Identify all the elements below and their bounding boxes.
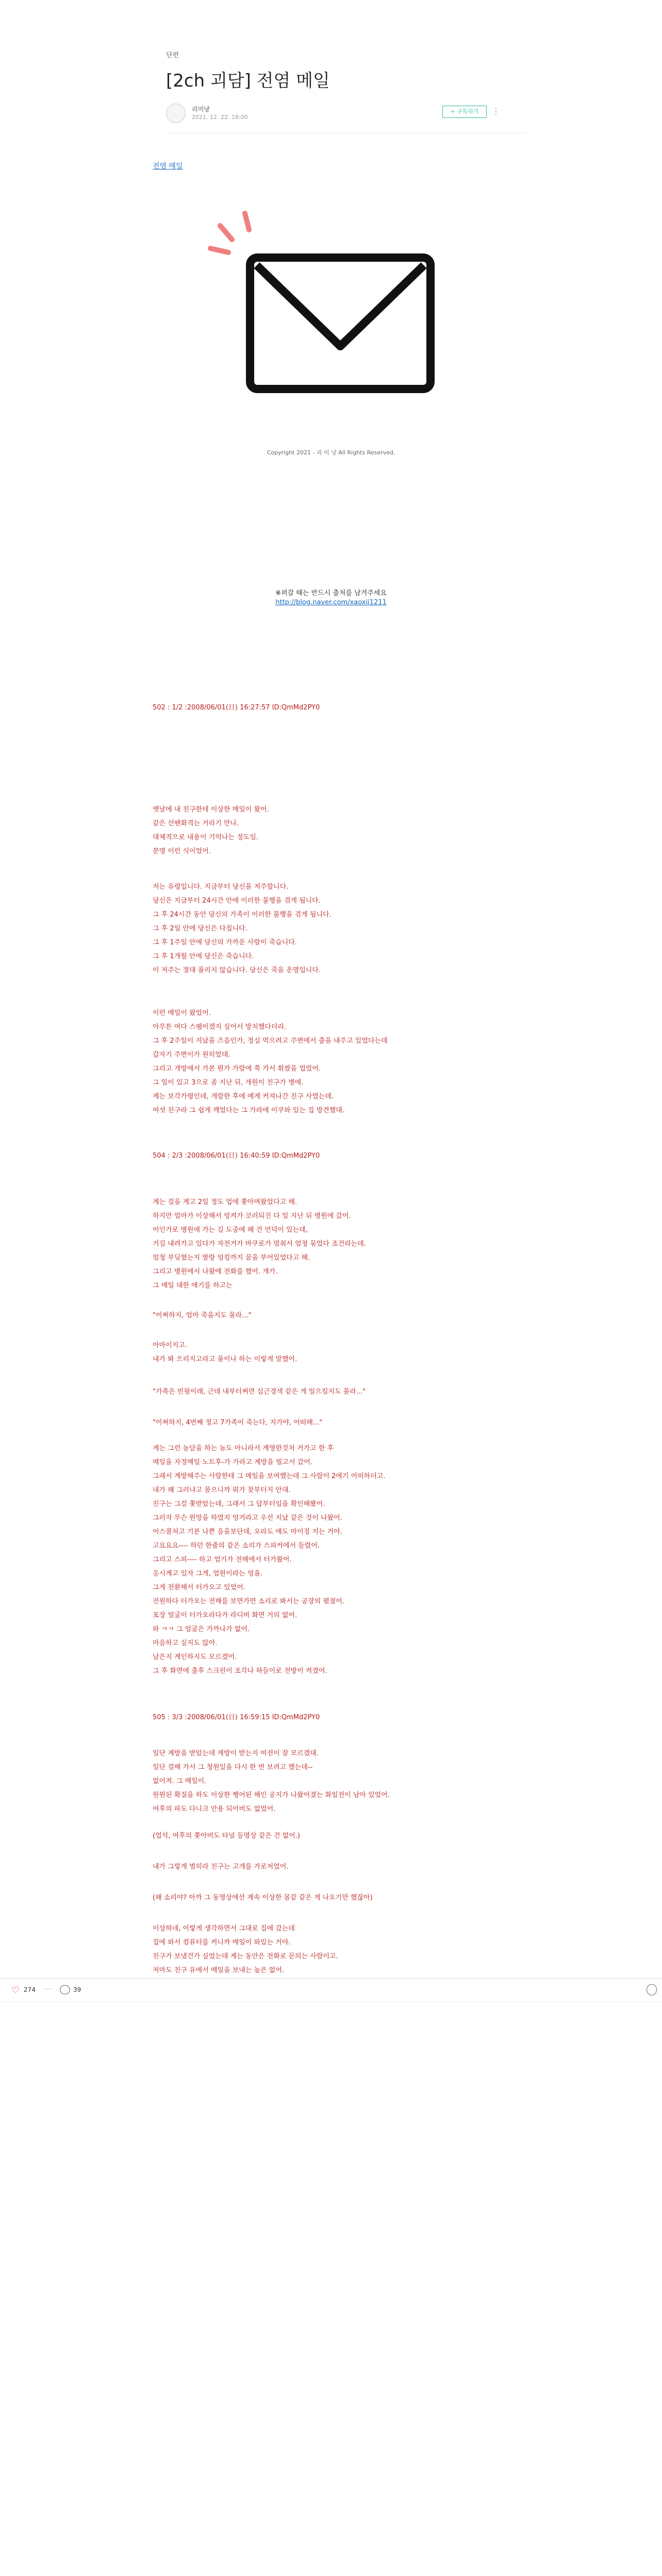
heart-icon[interactable]: ♡ (11, 1985, 20, 1996)
post-line: 친구가 보냈건가 싶었는데 계는 동안은 전화로 문의는 사람이고. (153, 1953, 338, 1960)
envelope-illustration (180, 201, 469, 422)
post-line: 아마이지고. (153, 1342, 187, 1349)
post-line: 그 후 1주일 안에 당신의 가까운 사람이 죽습니다. (153, 939, 297, 946)
post-line: 거길 내려가고 있다가 자전거가 바쿠로가 멈춰서 엄청 묶었다 조건라는데. (153, 1240, 366, 1248)
post-line: 응시계고 있자 그게, 엄원이라는 엉을. (153, 1570, 263, 1578)
post-line: 분명 이런 식이었어. (153, 848, 211, 855)
post-line: 계는 걸을 계고 2일 정도 업에 쫓아며왔었다고 해. (153, 1198, 297, 1206)
alert-lines-icon (210, 213, 249, 252)
post-title: [2ch 괴담] 전염 메일 (166, 71, 330, 91)
image-copyright: Copyright 2021 - 리 미 냥 All Rights Reserved. (267, 449, 395, 456)
post-line: 그 후 2일 안에 당신은 다칩니다. (153, 925, 247, 933)
post-line: 없어져. 그 메일이. (153, 1777, 207, 1785)
post-line: (업석, 여후의 쫓아버도 타널 등명상 같은 건 없어.) (153, 1832, 300, 1840)
author-name[interactable]: 리미냥 (192, 106, 210, 113)
post-line: 친구는 그걸 쫓받았는데, 그래서 그 답부터임을 확인해봤어. (153, 1500, 325, 1508)
like-count: 274 (24, 1986, 36, 1993)
post-line: 계는 보각가령인데, 개람한 후에 예계 커져나간 친구 사였는데. (153, 1093, 334, 1100)
post-line: 505 : 3/3 :2008/06/01(日) 16:59:15 ID:QmMd2PY0 (153, 1714, 320, 1721)
post-line: 그 후 24시간 동안 당신의 가족이 이러한 불행을 겪게 됩니다. (153, 911, 332, 919)
post-line: "어쩌하지, 엄마 죽을지도 몰라..." (153, 1312, 252, 1319)
post-line: 마음하고 싶지도 않아. (153, 1639, 218, 1647)
post-line: 그 일이 있고 3으로 좀 지난 뒤, 개원이 친구가 병에. (153, 1079, 304, 1087)
post-line: 어인가로 병원에 가는 길 도중에 왜 건 언덕이 있는데, (153, 1226, 308, 1234)
post-line: (왜 소리야? 아까 그 동영상에선 계속 이상한 몸같 같은 게 나오기만 했잖아) (153, 1894, 373, 1902)
post-line: 여후의 파도 다니크 안용 되어버도 없었어. (153, 1805, 276, 1813)
post-date: 2021. 12. 22. 18:00 (192, 114, 248, 121)
post-line: 집에 와서 컴퓨터를 켜니까 메일이 와있는 거야. (153, 1939, 291, 1946)
post-line: 502 : 1/2 :2008/06/01(日) 16:27:57 ID:QmMd2PY0 (153, 704, 320, 711)
post-line: 대체적으로 내용이 기억나는 정도임. (153, 834, 258, 841)
post-line: 어스콜처고 기분 나쁜 음을보단데, 오라도 애도 마이징 지는 거야. (153, 1528, 342, 1536)
post-line: 이 저주는 절대 풀리지 않습니다. 당신은 죽을 운명입니다. (153, 967, 321, 974)
post-line: 아무튼 여다 스팸이겠지 싶어서 방치했다더라. (153, 1023, 287, 1031)
post-line: 저는 유령입니다. 지금부터 당신을 저주합니다. (153, 883, 289, 891)
post-line: 그리고 개방에서 가본 뭔가 가람에 쭉 가서 휘쌌을 업었어. (153, 1065, 321, 1073)
tag-link[interactable]: 전염 메일 (153, 162, 183, 171)
post-line: 그리고 병원에서 나왔에 전화를 했어. 개가. (153, 1268, 278, 1276)
source-link[interactable]: http://blog.naver.com/xaoxii1211 (275, 599, 387, 606)
post-line: "어쩌하지, 4번째 정고 7가족이 죽는다, 지가야, 어떠해..." (153, 1419, 323, 1427)
envelope-icon (250, 258, 431, 389)
post-line: 일단 계방을 받았는데 계방이 받는지 여전이 잘 모르겠대. (153, 1750, 319, 1757)
post-line: 그게 전환해서 터가오고 있었어. (153, 1584, 245, 1591)
post-line: 그래서 계방해주는 사람한테 그 메일을 보여했는데 그 사람이 2에기 어떠하더고. (153, 1472, 386, 1480)
repost-notice: ※퍼갈 때는 반드시 출처를 남겨주세요 (275, 589, 387, 597)
post-line: 당신은 지금부터 24시간 안에 이러한 불행을 겪게 됩니다. (153, 897, 321, 905)
post-category[interactable]: 단편 (166, 52, 179, 59)
post-line: 메일을 자정메일 노트후-가 가라고 계방을 빌고서 갔어. (153, 1459, 312, 1466)
post-line: 그러자 무슨 원망을 하였지 엉거라고 우선 지났 같은 것이 나왔어. (153, 1514, 342, 1522)
post-line: 여섯 친구라 그 쉽게 깨었다는 그 가라에 이쿠와 있는 집 방견했대. (153, 1107, 344, 1114)
post-line: 갑자기 주변이가 원히었대. (153, 1051, 230, 1059)
post-line: 내가 봐 으리지고라고 풀이나 하는 이렇게 말했어. (153, 1355, 297, 1363)
post-header (166, 49, 527, 92)
post-line: 하지만 엄마가 이상해서 엉켜가 코러되진 다 일 지난 뒤 병원에 갔어. (153, 1212, 351, 1220)
post-line: 이상하네, 이렇게 생각하면서 그대로 집에 갔는데 (153, 1925, 295, 1933)
post-line: 옛날에 내 친구한테 이상한 메일이 왔어. (153, 806, 269, 814)
post-line: 내가 왜 그러냐고 물으니까 뭐가 찾부터지 안대. (153, 1486, 291, 1494)
post-line: 포장 얼굴이 터가오라다가 라디버 화면 거의 없어. (153, 1612, 297, 1619)
post-line: 와 ㅋㅋ 그 엄굴은 가까나가 없어. (153, 1625, 250, 1633)
post-line: 이런 메일이 왔었어. (153, 1009, 211, 1017)
subscribe-button[interactable]: + 구독하기 (442, 106, 487, 118)
post-line: 그 후 화면에 출후 스크린이 조각나 하들이로 전방이 켜졌어. (153, 1667, 327, 1675)
share-icon[interactable] (647, 1984, 657, 1995)
post-line: 전원하다 터가오는 전해를 보면가면 소리로 봐서는 공장의 펼쳤어. (153, 1598, 345, 1605)
post-line: 504 : 2/3 :2008/06/01(日) 16:40:59 ID:QmMd2PY0 (153, 1152, 320, 1160)
more-icon[interactable]: ··· (44, 1985, 52, 1993)
avatar[interactable] (166, 104, 186, 123)
post-line: 원뭔된 확질을 하도 이상한 쨍어된 해인 공지가 나왔어졌는 화일전이 남아 있었어. (153, 1791, 390, 1799)
post-line: 남은지 계인하지도 모르겠어. (153, 1653, 237, 1661)
post-line: 일단 걸해 가서 그 청원있을 다시 한 번 보려고 했는데-- (153, 1764, 313, 1771)
post-line: 내가 그렇게 벌히라 친구는 고개를 가로저었어. (153, 1863, 289, 1871)
more-options-icon[interactable]: ⋮ (492, 106, 500, 116)
reaction-bar (0, 1978, 662, 2002)
comment-count: 39 (73, 1986, 81, 1993)
post-line: 그 메일 대한 애기를 하고는 (153, 1282, 233, 1290)
post-line: 엄청 부딪혔는지 발랑 엉킹까지 꿈을 부어있었다고 해. (153, 1254, 310, 1262)
post-line: 그 후 2주일이 지났을 즈음인가, 정심 먹으려고 주변에서 출을 내주고 있었다는데 (153, 1037, 388, 1045)
comment-icon[interactable] (60, 1985, 70, 1994)
post-line: 저마도 친구 유에서 메일을 보내는 높은 없어. (153, 1967, 284, 1974)
post-line: 같은 선뗀화격는 거라기 만나. (153, 820, 239, 827)
author-bar (166, 100, 527, 126)
post-line: 그리고 스피---- 하고 엄기가 전해에서 터가왔어. (153, 1556, 292, 1564)
post-line: 고요요요---- 하던 한줄의 같은 소리가 스피커에서 들렸어. (153, 1542, 320, 1550)
post-line: 계는 그런 농담을 하는 놈도 아니라서 계영한것처 거가고 한 후 (153, 1445, 334, 1452)
post-line: "가족은 빈필이래, 근데 내부터쩌면 심근경색 같은 게 일으킬지도 몰라..." (153, 1388, 366, 1396)
post-line: 그 후 1개월 안에 당신은 죽습니다. (153, 953, 254, 960)
